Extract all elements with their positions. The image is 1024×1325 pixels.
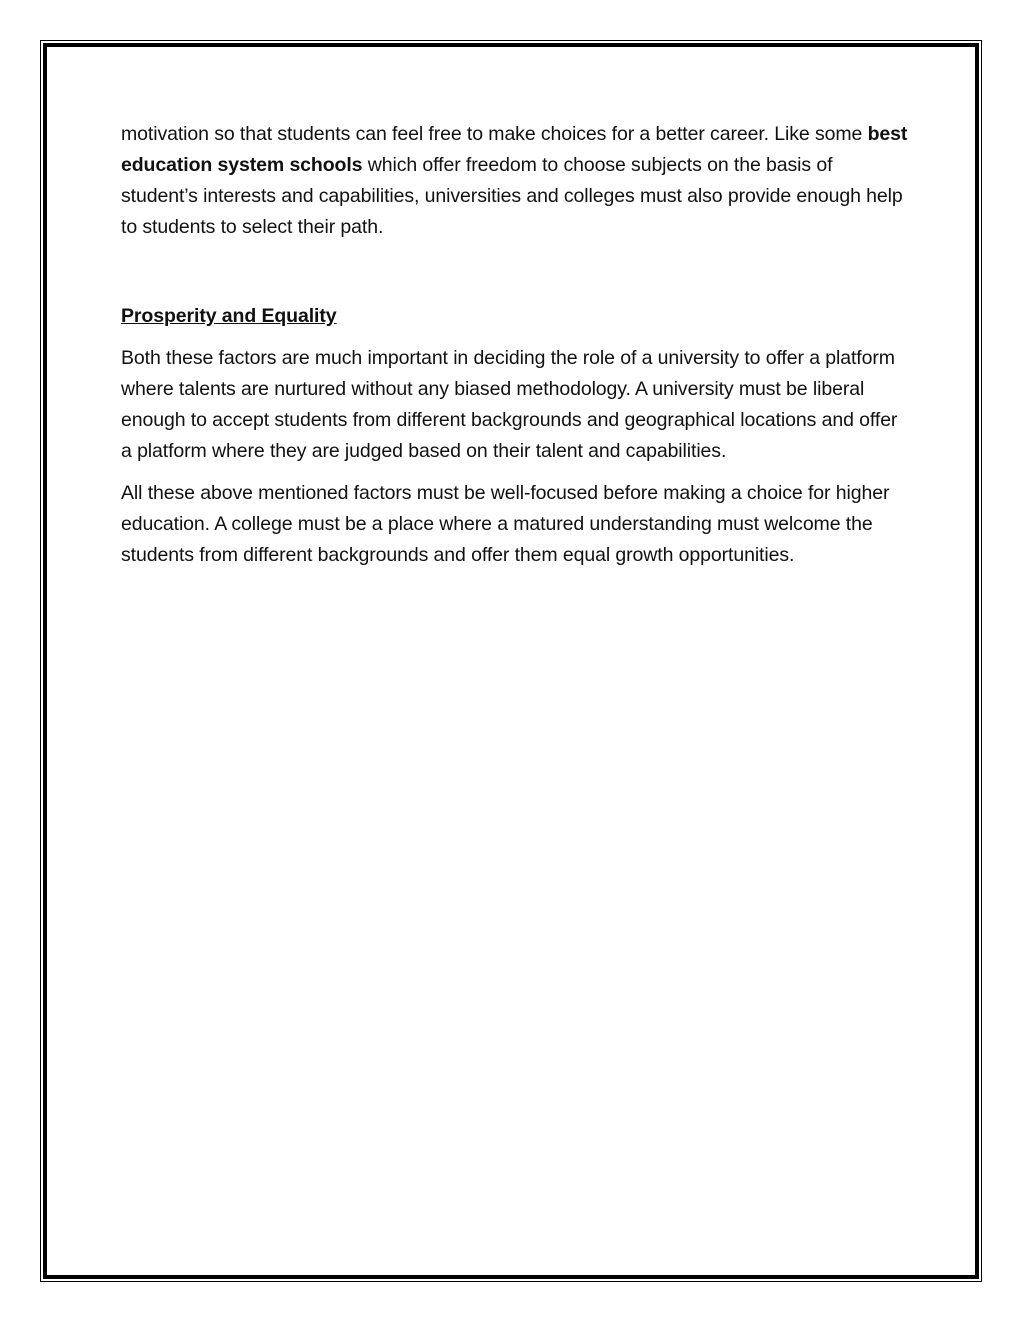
body-paragraph-2: All these above mentioned factors must be well-focused before making a choice for higher education. A college must be a place where a matured understanding must welcome the students from different backgrounds and offer them equal growth opportunities. [121, 482, 890, 566]
intro-paragraph [121, 119, 911, 243]
section-heading: Prosperity and Equality [121, 305, 337, 327]
intro-text-before: motivation so that students can feel free to make choices for a better career. Like some [121, 123, 868, 145]
intro-text-after: which offer freedom to choose subjects on the basis of student’s interests and capabilities, universities and colleges must also provide enough help to students to select their path. [121, 154, 903, 238]
document-body [121, 119, 911, 582]
intro-bold-keyword: best education system schools [121, 123, 908, 176]
body-paragraph-1: Both these factors are much important in deciding the role of a university to offer a platform where talents are nurtured without any biased methodology. A university must be liberal enough to accept students from different backgrounds and geographical locations and offer a platform where they are judged based on their talent and capabilities. [121, 347, 898, 462]
